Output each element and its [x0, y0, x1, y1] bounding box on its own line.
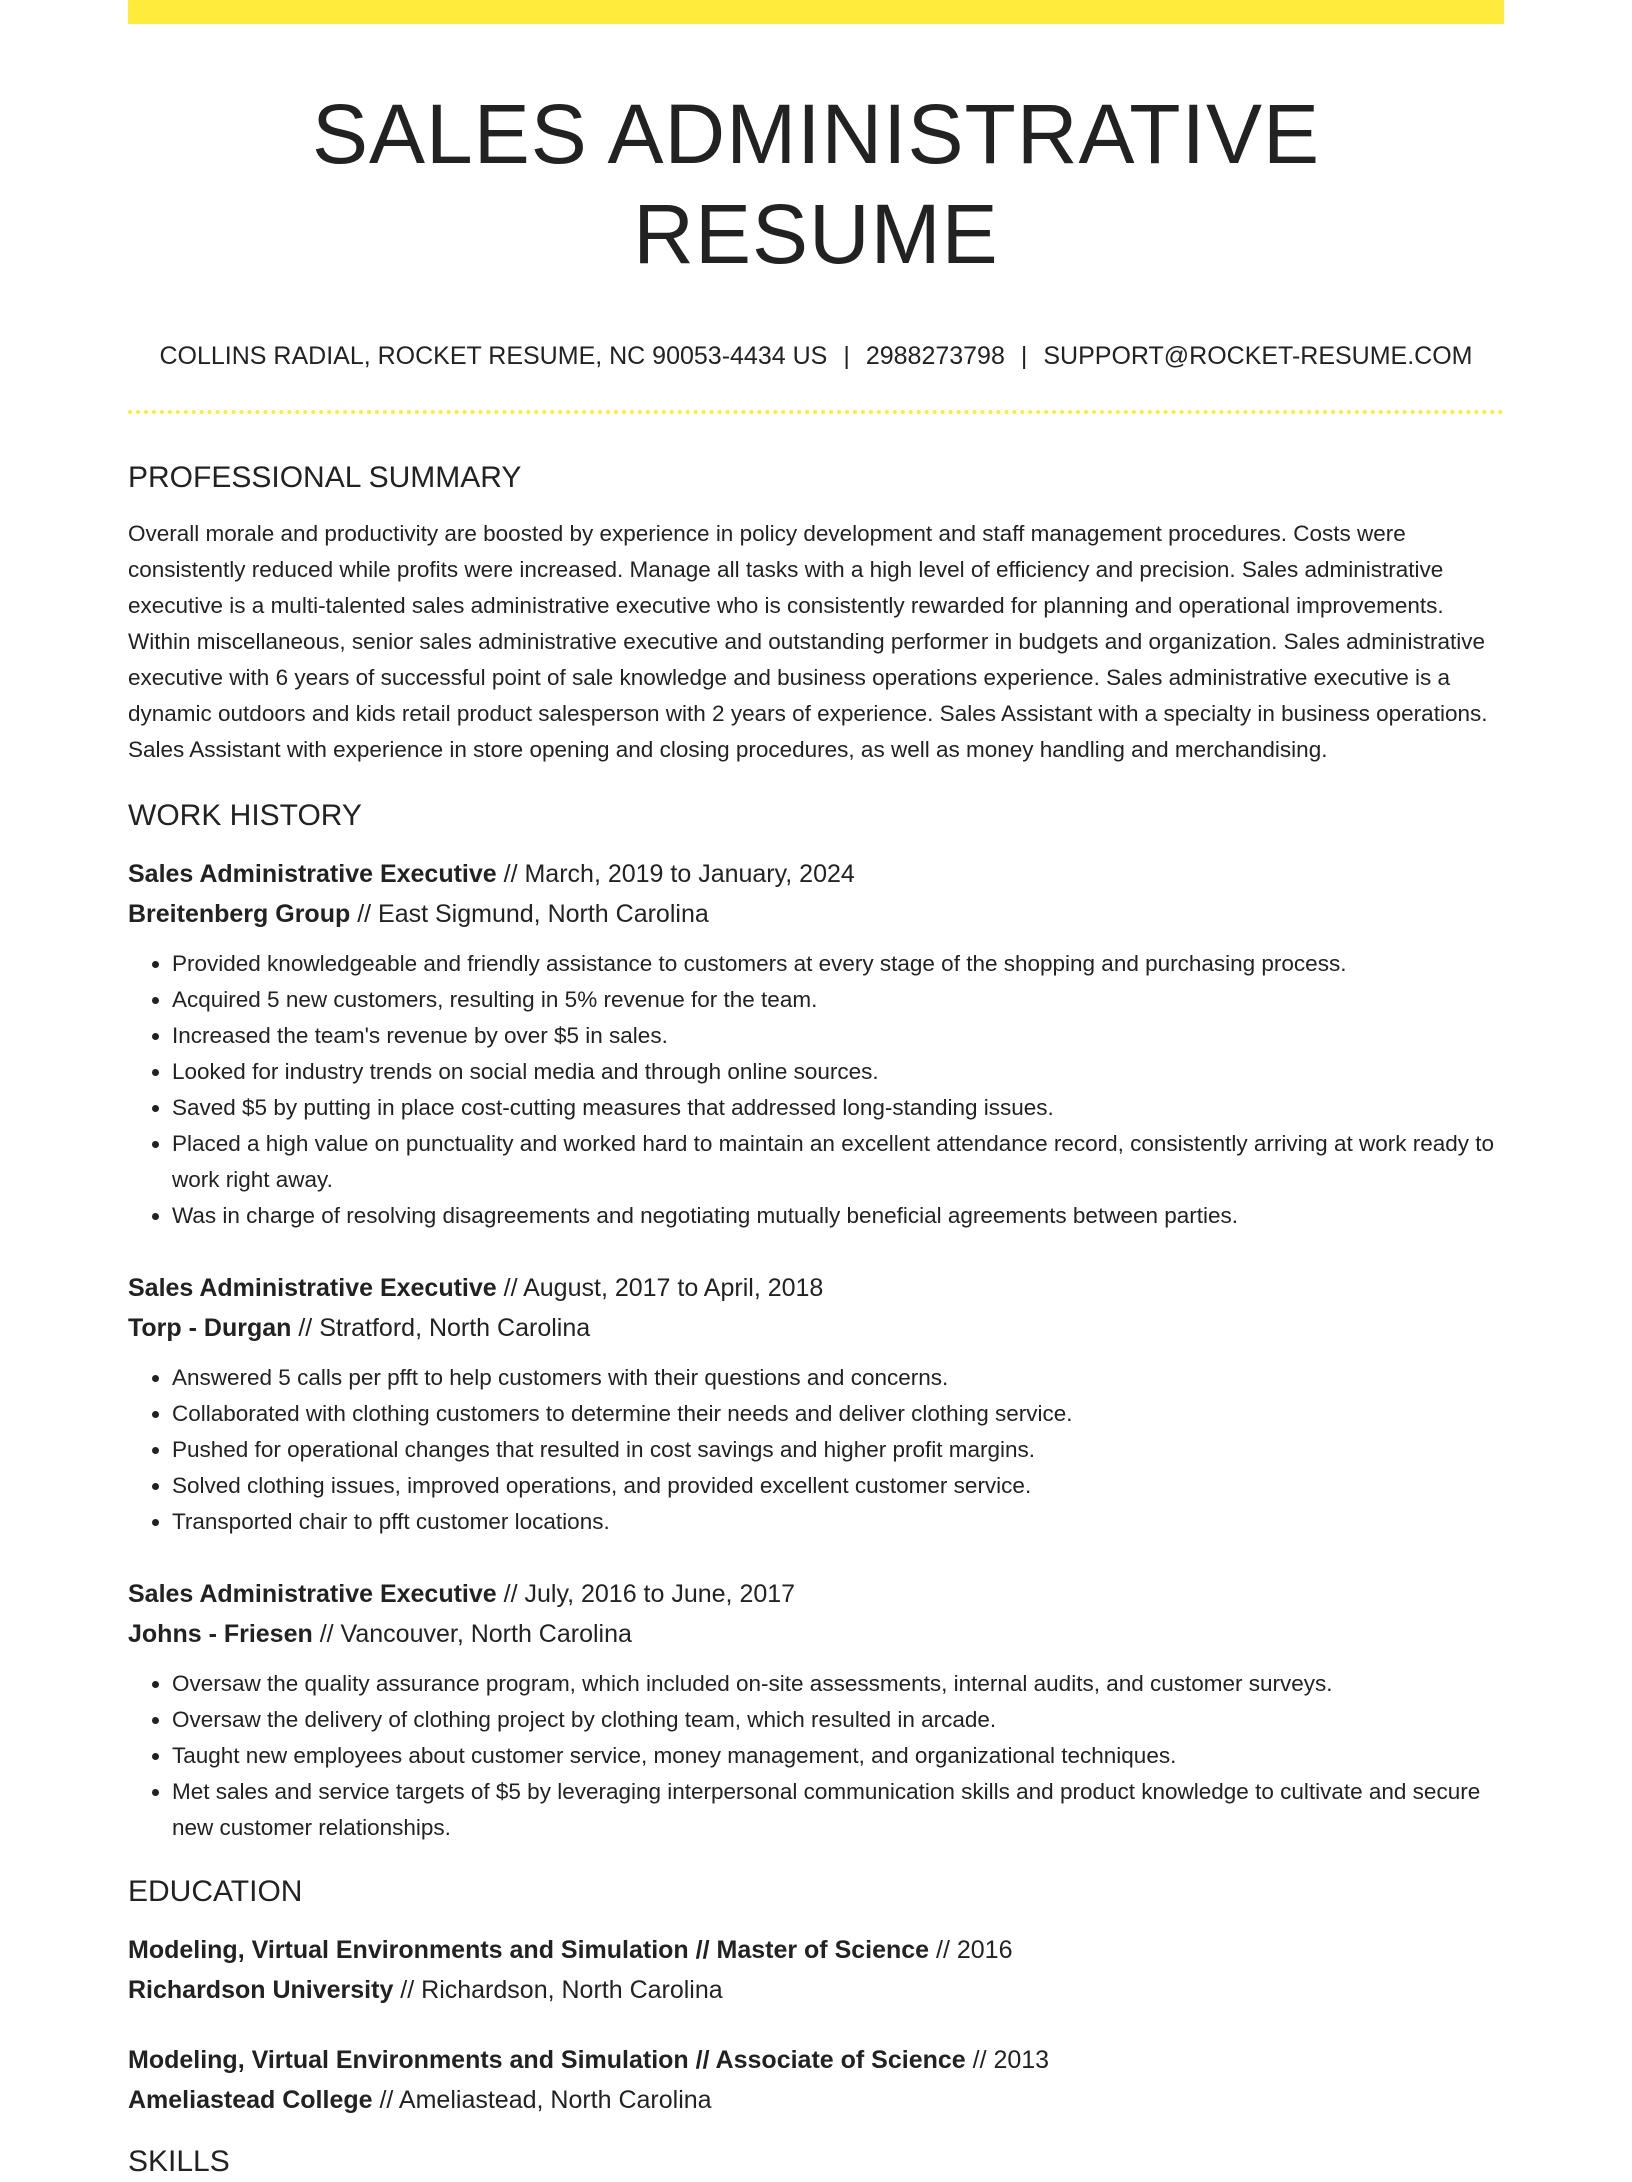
contact-phone: 2988273798	[865, 342, 1005, 370]
job-title: Sales Administrative Executive	[128, 1580, 497, 1608]
summary-text: Overall morale and productivity are boosted by experience in policy development and staff management procedures. Costs were consistently reduced while profits were increased. Manage all tasks with a high level of efficiency and precision. Sales administrative executive is a multi-talented sales administrative executive who is consistently rewarded for planning and operational improvements. Within miscellaneous, senior sales administrative executive and outstanding performer in budgets and organization. Sales administrative executive with 6 years of successful point of sale knowledge and business operations experience. Sales administrative executive is a dynamic outdoors and kids retail product salesperson with 2 years of experience. Sales Assistant with a specialty in business operations. Sales Assistant with experience in store opening and closing procedures, as well as money handling and merchandising.	[128, 521, 1488, 762]
contact-email: SUPPORT@ROCKET-RESUME.COM	[1043, 342, 1473, 370]
contact-separator: |	[1020, 342, 1028, 370]
list-item: • Answered 5 calls per pfft to help customers with their questions and concerns.	[172, 1360, 1504, 1396]
summary-heading: PROFESSIONAL SUMMARY	[128, 461, 522, 494]
job-title: Sales Administrative Executive	[128, 1274, 497, 1302]
list-item: • Collaborated with clothing customers to determine their needs and deliver clothing service.	[172, 1396, 1504, 1432]
job-location: // East Sigmund, North Carolina	[350, 900, 709, 928]
job-title: Sales Administrative Executive	[128, 860, 497, 888]
job-company-line	[128, 1308, 1504, 1348]
job-title-line	[128, 854, 1504, 894]
job-entry	[128, 854, 1504, 1234]
job-company: Breitenberg Group	[128, 900, 351, 928]
contact-separator: |	[843, 342, 850, 370]
job-entry	[128, 1574, 1504, 1846]
list-item: • Increased the team's revenue by over $5 in sales.	[172, 1018, 1504, 1054]
education-school-line	[128, 2080, 1504, 2120]
education-entry	[128, 1930, 1504, 2010]
education-year: // 2016	[929, 1936, 1013, 1964]
job-dates: // August, 2017 to April, 2018	[496, 1274, 824, 1302]
list-item: • Pushed for operational changes that resulted in cost savings and higher profit margins.	[172, 1432, 1504, 1468]
job-bullets	[128, 1360, 1504, 1540]
job-dates: // March, 2019 to January, 2024	[496, 860, 855, 888]
job-title-line	[128, 1574, 1504, 1614]
contact-line	[128, 340, 1504, 372]
job-company: Johns - Friesen	[128, 1620, 313, 1648]
education-school: Richardson University	[128, 1976, 394, 2004]
contact-address: COLLINS RADIAL, ROCKET RESUME, NC 90053-4434 US	[159, 342, 828, 370]
education-degree-line	[128, 1930, 1504, 1970]
list-item: • Solved clothing issues, improved operations, and provided excellent customer service.	[172, 1468, 1504, 1504]
job-location: // Stratford, North Carolina	[291, 1314, 591, 1342]
list-item: • Looked for industry trends on social media and through online sources.	[172, 1054, 1504, 1090]
resume-title: SALES ADMINISTRATIVE RESUME	[311, 87, 1321, 281]
work-history-heading: WORK HISTORY	[128, 799, 362, 832]
job-title-line	[128, 1268, 1504, 1308]
skills-heading: SKILLS	[128, 2145, 230, 2178]
job-entry	[128, 1268, 1504, 1540]
education-location: // Richardson, North Carolina	[393, 1976, 723, 2004]
job-company-line	[128, 1614, 1504, 1654]
list-item: • Placed a high value on punctuality and worked hard to maintain an excellent attendance record, consistently arriving at work ready to work right away.	[172, 1126, 1504, 1198]
list-item: • Oversaw the quality assurance program, which included on-site assessments, internal audits, and customer surveys.	[172, 1666, 1504, 1702]
list-item: • Provided knowledgeable and friendly assistance to customers at every stage of the shopping and purchasing process.	[172, 946, 1504, 982]
dotted-divider	[128, 410, 1504, 414]
education-entry	[128, 2040, 1504, 2120]
list-item: • Was in charge of resolving disagreements and negotiating mutually beneficial agreements between parties.	[172, 1198, 1504, 1234]
education-degree-line	[128, 2040, 1504, 2080]
list-item: • Acquired 5 new customers, resulting in 5% revenue for the team.	[172, 982, 1504, 1018]
education-school-line	[128, 1970, 1504, 2010]
education-degree: Modeling, Virtual Environments and Simulation // Associate of Science	[128, 2046, 966, 2074]
job-dates: // July, 2016 to June, 2017	[496, 1580, 796, 1608]
education-year: // 2013	[965, 2046, 1050, 2074]
accent-bar	[128, 0, 1504, 24]
job-bullets	[128, 946, 1504, 1234]
education-location: // Ameliastead, North Carolina	[372, 2086, 712, 2114]
list-item: • Oversaw the delivery of clothing project by clothing team, which resulted in arcade.	[172, 1702, 1504, 1738]
list-item: • Transported chair to pfft customer locations.	[172, 1504, 1504, 1540]
job-bullets	[128, 1666, 1504, 1846]
list-item: • Met sales and service targets of $5 by leveraging interpersonal communication skills and product knowledge to cultivate and secure new customer relationships.	[172, 1774, 1504, 1846]
list-item: • Saved $5 by putting in place cost-cutting measures that addressed long-standing issues.	[172, 1090, 1504, 1126]
education-degree: Modeling, Virtual Environments and Simulation // Master of Science	[128, 1936, 930, 1964]
education-school: Ameliastead College	[128, 2086, 373, 2114]
list-item: • Taught new employees about customer service, money management, and organizational techniques.	[172, 1738, 1504, 1774]
education-heading: EDUCATION	[128, 1875, 303, 1908]
job-company-line	[128, 894, 1504, 934]
job-location: // Vancouver, North Carolina	[312, 1620, 632, 1648]
job-company: Torp - Durgan	[128, 1314, 292, 1342]
resume-page	[128, 0, 1504, 2182]
